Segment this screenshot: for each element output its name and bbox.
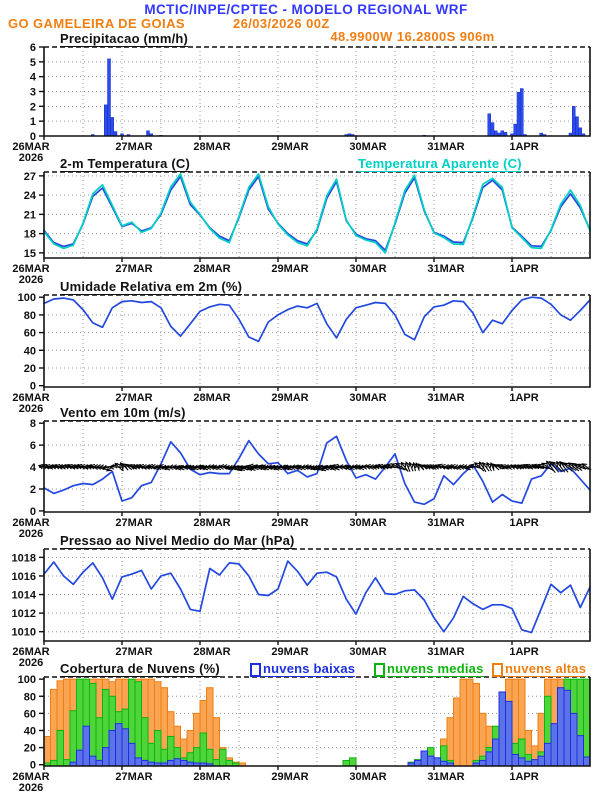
x-day-label: 27MAR (115, 392, 153, 404)
y-tick-label: 21 (23, 209, 36, 222)
x-day-label: 27MAR (115, 771, 153, 783)
panel-precip (12, 42, 590, 164)
cloud-bar (447, 718, 454, 766)
panel-clouds (12, 674, 590, 792)
x-day-label: 29MAR (271, 646, 309, 658)
cloud-bar (584, 757, 591, 766)
cloud-bar (473, 683, 480, 766)
cloud-bar (64, 760, 71, 766)
x-year-label: 2026 (18, 657, 44, 669)
y-tick-label: 1016 (11, 570, 36, 583)
x-day-label: 26MAR (12, 517, 50, 529)
x-year-label: 2026 (18, 782, 44, 792)
x-day-label: 27MAR (115, 141, 153, 153)
cloud-bar (545, 743, 552, 766)
x-day-label: 1APR (509, 646, 539, 658)
x-day-label: 31MAR (427, 263, 465, 275)
panel-title-pressure: Pressao ao Nivel Medio do Mar (hPa) (60, 533, 295, 548)
cloud-bar (155, 730, 162, 766)
y-tick-label: 1018 (11, 552, 36, 565)
x-day-label: 28MAR (193, 263, 231, 275)
x-day-label: 30MAR (349, 263, 387, 275)
precip-bar (108, 59, 111, 136)
precip-bar (520, 89, 523, 136)
x-day-label: 27MAR (115, 646, 153, 658)
panel-title-temperature: 2-m Temperatura (C) (60, 156, 190, 171)
y-tick-label: 1012 (11, 608, 36, 621)
x-day-label: 31MAR (427, 392, 465, 404)
y-tick-label: 24 (23, 190, 36, 203)
legend-label-nuvens-baixas: nuvens baixas (263, 661, 356, 676)
cloud-bar (571, 713, 578, 766)
y-tick-label: 60 (23, 708, 36, 721)
run-datetime: 26/03/2026 00Z (233, 16, 330, 31)
x-day-label: 28MAR (193, 141, 231, 153)
cloud-bar (83, 726, 90, 766)
cloud-bar (96, 718, 103, 766)
y-tick-label: 0 (29, 759, 36, 772)
cloud-bar (493, 739, 500, 766)
legend-apparent-temperature: Temperatura Aparente (C) (358, 156, 522, 171)
cloud-bar (480, 760, 487, 766)
y-tick-label: 2 (29, 483, 36, 496)
x-day-label: 28MAR (193, 517, 231, 529)
cloud-bar (135, 758, 142, 766)
y-tick-label: 15 (23, 247, 36, 260)
cloud-bar (499, 692, 506, 766)
cloud-bar (213, 718, 220, 766)
x-day-label: 31MAR (427, 517, 465, 529)
cloud-bar (226, 760, 233, 766)
cloud-bar (142, 760, 149, 766)
y-tick-label: 20 (23, 362, 36, 375)
cloud-bar (343, 760, 350, 766)
grid-pressure (44, 549, 590, 641)
y-tick-label: 60 (23, 327, 36, 340)
y-tick-label: 80 (23, 691, 36, 704)
cloud-bar (44, 736, 51, 766)
cloud-bar (90, 683, 97, 766)
y-tick-label: 27 (23, 170, 36, 183)
y-tick-label: 1014 (11, 589, 36, 602)
cloud-bar (415, 760, 422, 766)
y-tick-label: 1 (29, 116, 36, 129)
y-tick-label: 5 (29, 56, 36, 69)
cloud-bar (181, 760, 188, 766)
precip-bar (491, 123, 494, 136)
cloud-bar (51, 689, 58, 766)
y-tick-label: 2 (29, 101, 36, 114)
panel-title-wind: Vento em 10m (m/s) (60, 405, 186, 420)
x-day-label: 1APR (509, 141, 539, 153)
legend-swatch-nuvens-baixas (250, 663, 261, 677)
cloud-bar (519, 758, 526, 766)
precip-bar (572, 106, 575, 136)
panel-title-humidity: Umidade Relativa em 2m (%) (60, 279, 243, 294)
precip-bar (111, 117, 114, 136)
panel-title-clouds: Cobertura de Nuvens (%) (60, 661, 220, 676)
cloud-bar (486, 752, 493, 766)
y-tick-label: 40 (23, 345, 36, 358)
cloud-bar (434, 758, 441, 766)
y-tick-label: 0 (29, 131, 36, 143)
panel-temperature (12, 171, 590, 286)
y-tick-label: 40 (23, 725, 36, 738)
cloud-bar (116, 724, 123, 766)
cloud-bar (90, 756, 97, 766)
x-day-label: 30MAR (349, 517, 387, 529)
cloud-bar (454, 698, 461, 766)
x-day-label: 29MAR (271, 517, 309, 529)
x-day-label: 1APR (509, 771, 539, 783)
legend-swatch-nuvens-medias (374, 663, 385, 677)
model-title: MCTIC/INPE/CPTEC - MODELO REGIONAL WRF (144, 2, 468, 17)
x-day-label: 26MAR (12, 771, 50, 783)
x-year-label: 2026 (18, 152, 44, 164)
grid-precip (44, 47, 590, 136)
cloud-bar (551, 724, 558, 766)
x-day-label: 28MAR (193, 771, 231, 783)
x-day-label: 28MAR (193, 646, 231, 658)
cloud-bar (558, 688, 565, 766)
wind-barbs (38, 460, 592, 474)
cloud-bar (532, 760, 539, 766)
station-name: GO GAMELEIRA DE GOIAS (8, 16, 185, 31)
cloud-bar (213, 760, 220, 766)
cloud-bar (174, 759, 181, 766)
y-tick-label: 6 (29, 440, 36, 453)
cloud-bar (467, 679, 474, 766)
x-day-label: 26MAR (12, 646, 50, 658)
precip-bars (91, 59, 585, 136)
precip-bar (579, 128, 582, 136)
panel-title-precip: Precipitacao (mm/h) (60, 31, 189, 46)
cloud-bar (350, 758, 357, 766)
y-tick-label: 20 (23, 742, 36, 755)
x-day-label: 26MAR (12, 141, 50, 153)
series-line-wind (44, 436, 590, 504)
cloud-bar (51, 760, 58, 766)
panel-pressure (12, 549, 590, 669)
x-day-label: 29MAR (271, 392, 309, 404)
precip-bar (488, 114, 491, 136)
x-day-label: 29MAR (271, 771, 309, 783)
y-tick-label: 0 (29, 380, 36, 393)
x-day-label: 30MAR (349, 392, 387, 404)
x-year-label: 2026 (18, 274, 44, 286)
y-tick-label: 3 (29, 86, 36, 99)
x-day-label: 1APR (509, 392, 539, 404)
cloud-bar (577, 736, 584, 766)
station-coordinates: 48.9900W 16.2800S 906m (330, 29, 495, 44)
cloud-bar (220, 749, 227, 766)
cloud-bar (564, 690, 571, 766)
legend-label-nuvens-altas: nuvens altas (505, 661, 587, 676)
y-tick-label: 80 (23, 309, 36, 322)
cloud-bar (168, 760, 175, 766)
y-tick-label: 18 (23, 228, 36, 241)
x-day-label: 26MAR (12, 392, 50, 404)
panel-frame (44, 295, 590, 387)
y-tick-label: 6 (29, 42, 36, 54)
series-line-temperature (44, 174, 590, 253)
x-day-label: 27MAR (115, 263, 153, 275)
panel-humidity (12, 292, 590, 415)
precip-bar (517, 92, 520, 136)
cloud-bar (135, 682, 142, 766)
x-day-label: 30MAR (349, 141, 387, 153)
x-year-label: 2026 (18, 528, 44, 540)
cloud-bar (77, 750, 84, 766)
x-day-label: 30MAR (349, 771, 387, 783)
y-tick-label: 100 (17, 674, 36, 687)
panel-wind (12, 418, 592, 540)
precip-bar (576, 117, 579, 136)
cloud-bar (460, 679, 467, 766)
cloud-bar (122, 729, 129, 766)
precip-bar (104, 105, 107, 136)
cloud-bar (57, 730, 64, 766)
cloud-bar (512, 754, 519, 766)
y-tick-label: 4 (29, 71, 36, 84)
cloud-bar (129, 743, 136, 766)
x-day-label: 29MAR (271, 263, 309, 275)
x-day-label: 31MAR (427, 141, 465, 153)
x-day-label: 30MAR (349, 646, 387, 658)
cloud-bar (538, 756, 545, 766)
precip-bar (514, 124, 517, 136)
cloud-bar (109, 730, 116, 766)
grid-humidity (44, 295, 590, 387)
y-tick-label: 0 (29, 505, 36, 518)
cloud-bar (96, 760, 103, 766)
y-tick-label: 1010 (11, 626, 36, 639)
x-day-label: 28MAR (193, 392, 231, 404)
cloud-bar (421, 751, 428, 766)
cloud-bar (142, 718, 149, 766)
y-tick-label: 4 (29, 462, 36, 475)
cloud-bar (200, 733, 207, 766)
cloud-bar (506, 701, 513, 766)
y-tick-label: 100 (17, 292, 36, 305)
x-day-label: 27MAR (115, 517, 153, 529)
legend-swatch-nuvens-altas (492, 663, 503, 677)
y-tick-label: 8 (29, 418, 36, 431)
cloud-bar (103, 748, 110, 766)
cloud-bar (584, 679, 591, 766)
x-day-label: 1APR (509, 263, 539, 275)
x-year-label: 2026 (18, 403, 44, 415)
x-day-label: 29MAR (271, 141, 309, 153)
cloud-bar (64, 679, 71, 766)
cloud-bar (70, 711, 77, 766)
x-day-label: 31MAR (427, 771, 465, 783)
x-day-label: 31MAR (427, 646, 465, 658)
cloud-bar (428, 756, 435, 766)
x-day-label: 26MAR (12, 263, 50, 275)
x-day-label: 1APR (509, 517, 539, 529)
legend-label-nuvens-medias: nuvens medias (387, 661, 484, 676)
